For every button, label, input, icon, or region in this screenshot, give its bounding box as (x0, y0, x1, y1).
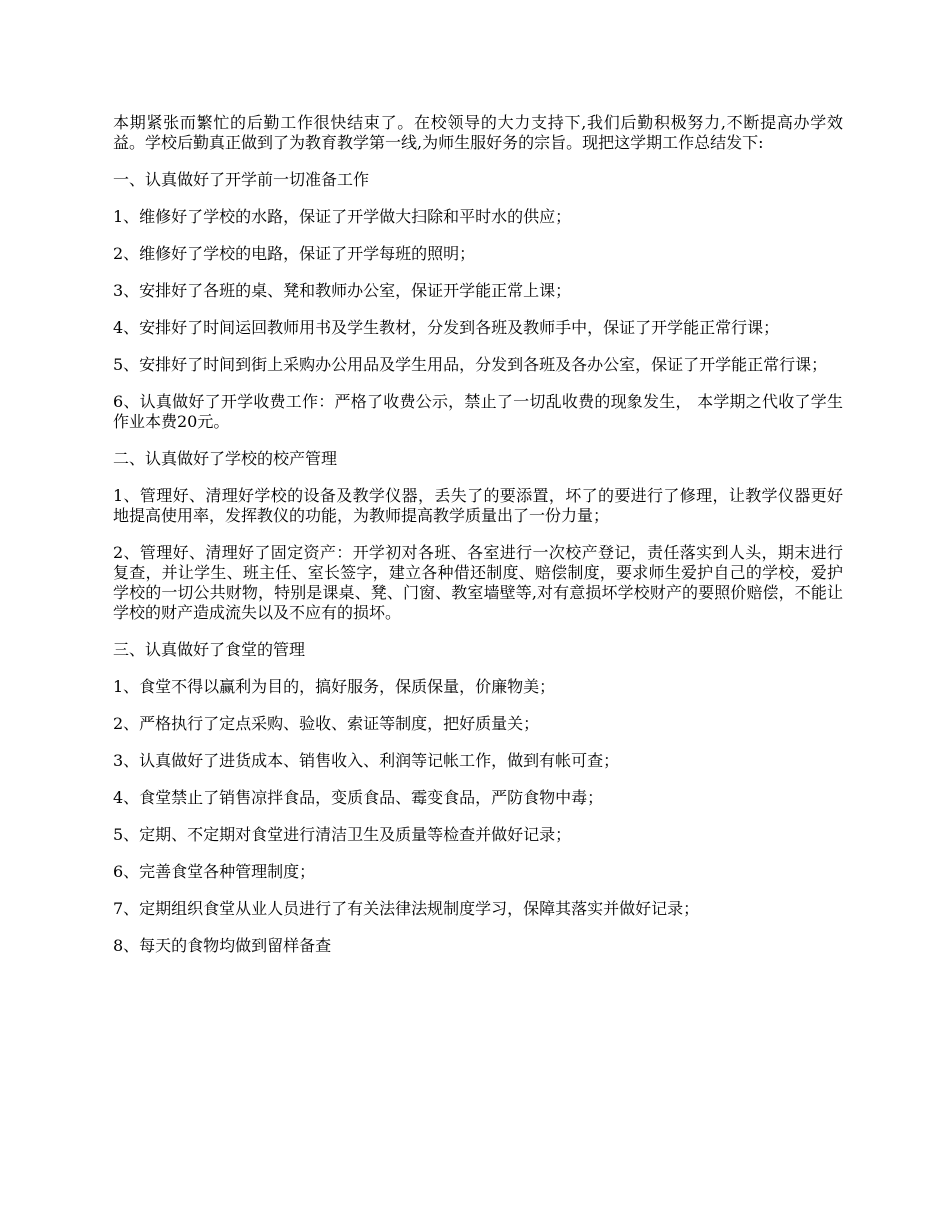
list-item: 2、管理好、清理好了固定资产：开学初对各班、各室进行一次校产登记，责任落实到人头，期末进行复查，并让学生、班主任、室长签字，建立各种借还制度、赔偿制度，要求师生爱护自己的学校，爱护学校的一切公共财物，特别是课桌、凳、门窗、教室墙壁等,对有意损坏学校财产的要照价赔偿，不能让学校的财产造成流失以及不应有的损坏。 (113, 543, 843, 622)
section-heading-1: 一、认真做好了开学前一切准备工作 (113, 170, 370, 189)
list-item: 7、定期组织食堂从业人员进行了有关法律法规制度学习，保障其落实并做好记录； (113, 899, 700, 918)
list-item: 4、食堂禁止了销售凉拌食品，变质食品、霉变食品，严防食物中毒； (113, 788, 604, 807)
list-item: 1、管理好、清理好学校的设备及教学仪器，丢失了的要添置，坏了的要进行了修理，让教学仪器更好地提高使用率，发挥教仪的功能，为教师提高教学质量出了一份力量； (113, 486, 843, 525)
intro-paragraph: 本期紧张而繁忙的后勤工作很快结束了。在校领导的大力支持下,我们后勤积极努力,不断提高办学效益。学校后勤真正做到了为教育教学第一线,为师生服好务的宗旨。现把这学期工作总结发下: (113, 113, 843, 152)
list-item: 6、完善食堂各种管理制度； (113, 862, 316, 881)
document-body (113, 113, 843, 973)
list-item: 1、食堂不得以赢利为目的，搞好服务，保质保量，价廉物美； (113, 677, 556, 696)
list-item: 8、每天的食物均做到留样备查 (113, 936, 332, 955)
list-item: 2、严格执行了定点采购、验收、索证等制度，把好质量关； (113, 714, 540, 733)
list-item: 3、安排好了各班的桌、凳和教师办公室，保证开学能正常上课； (113, 281, 572, 300)
list-item: 5、定期、不定期对食堂进行清洁卫生及质量等检查并做好记录； (113, 825, 572, 844)
list-item: 4、安排好了时间运回教师用书及学生教材，分发到各班及教师手中，保证了开学能正常行课； (113, 318, 780, 337)
list-item: 6、认真做好了开学收费工作：严格了收费公示，禁止了一切乱收费的现象发生， 本学期之代收了学生作业本费20元。 (113, 392, 843, 431)
list-item: 2、维修好了学校的电路，保证了开学每班的照明； (113, 244, 476, 263)
list-item: 3、认真做好了进货成本、销售收入、利润等记帐工作，做到有帐可查； (113, 751, 620, 770)
list-item: 5、安排好了时间到街上采购办公用品及学生用品，分发到各班及各办公室，保证了开学能正常行课； (113, 355, 828, 374)
section-heading-3: 三、认真做好了食堂的管理 (113, 640, 306, 659)
section-heading-2: 二、认真做好了学校的校产管理 (113, 449, 338, 468)
list-item: 1、维修好了学校的水路，保证了开学做大扫除和平时水的供应； (113, 207, 572, 226)
